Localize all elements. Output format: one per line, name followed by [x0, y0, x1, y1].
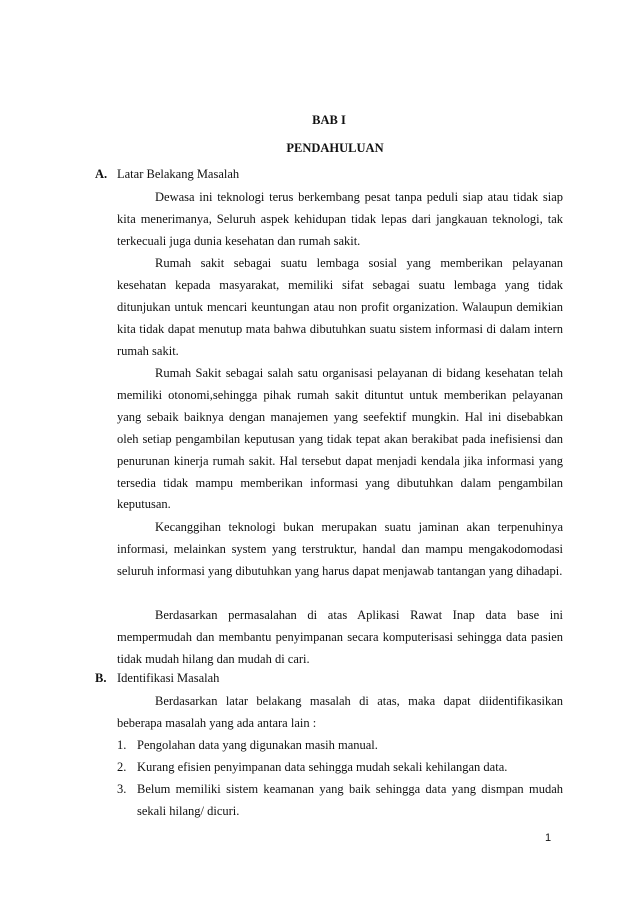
paragraph-2: Rumah sakit sebagai suatu lembaga sosial yang memberikan pelayanan kesehatan kepada masyarakat, memiliki sifat sebagai suatu lembaga yang tidak ditunjukan untuk mencari keuntungan atau non profit organization. Walaupun demikian kita tidak dapat menutup mata bahwa dibutuhkan suatu sistem informasi di dalam intern rumah sakit.: [117, 256, 563, 358]
list-item-number: 3.: [117, 781, 127, 796]
list-item-number: 2.: [117, 759, 127, 774]
list-item-text: Belum memiliki sistem keamanan yang baik sehingga data yang dismpan mudah sekali hilang/ dicuri.: [137, 781, 563, 818]
list-item: [117, 735, 563, 757]
section-b-title: Identifikasi Masalah: [117, 671, 220, 685]
paragraph-1: Dewasa ini teknologi terus berkembang pesat tanpa peduli siap atau tidak siap kita menerimanya, Seluruh aspek kehidupan tidak lepas dari jangkauan teknologi, tak terkecuali juga dunia kesehatan dan rumah sakit.: [117, 190, 563, 248]
paragraph-3: Rumah Sakit sebagai salah satu organisasi pelayanan di bidang kesehatan telah memiliki otonomi,sehingga pihak rumah sakit dituntut untuk memberikan pelayanan yang sebaik baiknya dengan manajemen yang seefektif mungkin. Hal ini disebabkan oleh setiap pengambilan keputusan yang tidak tepat akan berakibat pada inefisiensi dan penurunan kinerja rumah sakit. Hal tersebut dapat menjadi kendala jika informasi yang tersedia tidak mampu memberikan informasi yang dibutuhkan dalam pengambilan keputusan.: [117, 366, 563, 512]
paragraph-4: Kecanggihan teknologi bukan merupakan suatu jaminan akan terpenuhinya informasi, melainkan system yang terstruktur, handal dan mampu mengakodomodasi seluruh informasi yang dibutuhkan yang harus dapat menjawab tantangan yang dihadapi.: [117, 520, 563, 578]
list-item: [117, 779, 563, 823]
section-a-title: Latar Belakang Masalah: [117, 167, 240, 181]
chapter-title: PENDAHULUAN: [286, 141, 384, 155]
paragraph-5: Berdasarkan permasalahan di atas Aplikasi Rawat Inap data base ini mempermudah dan membantu penyimpanan secara komputerisasi sehingga data pasien tidak mudah hilang dan mudah di cari.: [117, 608, 563, 666]
section-b-intro: Berdasarkan latar belakang masalah di atas, maka dapat diidentifikasikan beberapa masalah yang ada antara lain :: [117, 694, 563, 730]
section-b-letter: B.: [95, 671, 107, 685]
problem-list: [117, 735, 563, 823]
list-item-text: Pengolahan data yang digunakan masih manual.: [137, 738, 378, 752]
section-a-letter: A.: [95, 167, 108, 181]
list-item: [117, 757, 563, 779]
section-a-heading: [95, 167, 565, 182]
list-item-number: 1.: [117, 738, 127, 752]
chapter-number: BAB I: [312, 113, 346, 127]
page-number: 1: [545, 832, 552, 844]
list-item-text: Kurang efisien penyimpanan data sehingga mudah sekali kehilangan data.: [137, 759, 508, 774]
section-b-heading: [95, 671, 565, 686]
